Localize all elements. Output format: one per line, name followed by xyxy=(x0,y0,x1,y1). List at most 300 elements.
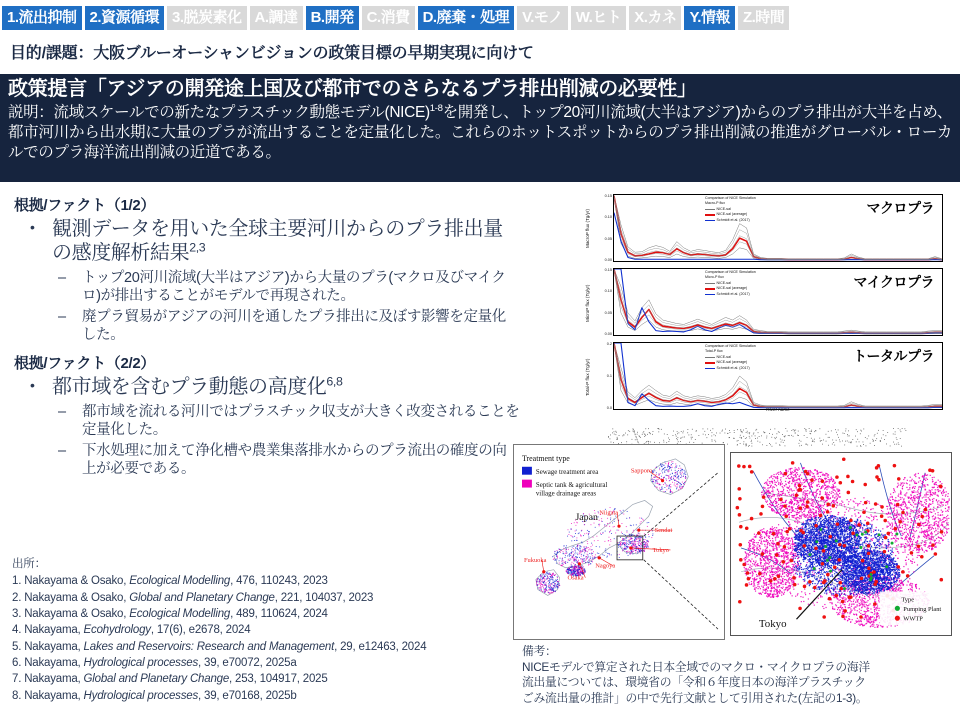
wwtp-marker xyxy=(875,580,879,584)
reference-tail: , 253, 104917, 2025 xyxy=(229,673,328,686)
fact-bullet-2 xyxy=(30,375,520,399)
note-line: ごみ流出量の推計」の中で先行文献として引用された(左記の1-3)。 xyxy=(522,690,868,705)
wwtp-marker xyxy=(826,503,830,507)
chart-y-axis-label: MicroP flux (Tg/yr) xyxy=(585,284,590,322)
legend-line-swatch xyxy=(705,214,715,215)
category-tag-1[interactable]: 1.流出抑制 xyxy=(2,6,82,30)
wwtp-marker xyxy=(826,573,830,577)
wwtp-marker xyxy=(860,577,864,581)
category-tag-5[interactable]: B.開発 xyxy=(306,6,359,30)
wwtp-marker xyxy=(880,505,884,509)
subbullet-marker: – xyxy=(58,269,66,286)
reference-number: 1. xyxy=(12,575,25,588)
legend-entry-label: NICE-sal xyxy=(716,354,731,359)
wwtp-marker xyxy=(833,565,837,569)
reference-tail: , 17(6), e2678, 2024 xyxy=(150,624,251,637)
map-country-label: Japan xyxy=(575,512,598,524)
chart-legend-entry xyxy=(705,218,756,223)
pumping-plant-marker xyxy=(819,528,822,531)
fact-bullet-1 xyxy=(30,217,520,266)
legend-line-swatch xyxy=(705,209,715,210)
wwtp-marker xyxy=(866,522,870,526)
reference-authors: Nakayama, xyxy=(24,689,84,702)
map-legend-label: Sewage treatment area xyxy=(535,469,599,477)
chart-y-ticks xyxy=(597,340,613,414)
plastic-flux-chart-figure xyxy=(585,192,950,414)
tokyo-map-svg xyxy=(731,453,951,635)
legend-entry-label: NICE-sal xyxy=(716,206,731,211)
pumping-plant-marker xyxy=(829,570,832,573)
wwtp-marker xyxy=(837,558,841,562)
reference-journal: Hydrological processes xyxy=(83,656,199,669)
wwtp-marker xyxy=(747,577,751,581)
map-city-label: Nagoya xyxy=(595,562,616,570)
wwtp-marker xyxy=(861,559,865,563)
wwtp-marker xyxy=(859,615,863,619)
reference-item xyxy=(12,622,522,638)
pumping-plant-marker xyxy=(826,559,829,562)
wwtp-marker xyxy=(901,570,905,574)
category-tag-8[interactable]: V.モノ xyxy=(517,6,568,30)
wwtp-marker xyxy=(784,472,788,476)
inset-legend-label: Pumping Plant xyxy=(903,605,942,613)
wwtp-marker xyxy=(920,555,924,559)
wwtp-marker xyxy=(883,519,887,523)
chart-legend-title: Comparison of NICE Simulation xyxy=(705,344,756,348)
wwtp-marker xyxy=(739,543,743,547)
legend-entry-label: NICE-sal (average) xyxy=(716,286,748,291)
wwtp-marker xyxy=(867,552,871,556)
reference-number: 7. xyxy=(12,673,25,686)
legend-entry-label: Schmidt et al. (2017) xyxy=(716,217,750,222)
tokyo-inset-map xyxy=(730,452,952,636)
reference-tail: , 221, 104037, 2023 xyxy=(274,591,374,604)
bullet-marker: • xyxy=(30,219,35,235)
wwtp-marker xyxy=(894,527,898,531)
map-city-label: Niigata xyxy=(599,509,619,517)
wwtp-marker xyxy=(805,505,809,509)
legend-entry-label: NICE-sal (average) xyxy=(716,212,748,217)
wwtp-marker xyxy=(739,525,743,529)
policy-banner xyxy=(0,74,960,182)
fact-subbullet-2-2 xyxy=(58,442,520,478)
wwtp-marker xyxy=(849,595,853,599)
pumping-plant-marker xyxy=(869,578,872,581)
reference-item xyxy=(12,688,522,704)
reference-number: 3. xyxy=(12,607,25,620)
banner-desc-superscript: 1-8 xyxy=(429,102,443,114)
wwtp-marker xyxy=(793,583,797,587)
wwtp-marker xyxy=(822,615,826,619)
wwtp-marker xyxy=(821,562,825,566)
chart-japanese-label: マクロプラ xyxy=(866,200,934,216)
map-city-label: Sapporo xyxy=(630,467,653,475)
wwtp-marker xyxy=(928,468,932,472)
reference-authors: Nakayama, xyxy=(24,640,84,653)
chart-legend xyxy=(705,270,756,297)
wwtp-marker xyxy=(799,529,803,533)
wwtp-marker xyxy=(750,517,754,521)
wwtp-marker xyxy=(785,530,789,534)
wwtp-marker xyxy=(910,551,914,555)
wwtp-marker xyxy=(842,457,846,461)
wwtp-marker xyxy=(819,514,823,518)
wwtp-marker xyxy=(872,570,876,574)
wwtp-marker xyxy=(761,505,765,509)
map-city-label: Osaka xyxy=(567,574,584,582)
category-tag-4[interactable]: A.調達 xyxy=(250,6,303,30)
reference-item xyxy=(12,655,522,671)
fact-subbullet-1-1 xyxy=(58,269,520,305)
wwtp-marker xyxy=(884,536,888,540)
reference-tail: , 39, e70168, 2025b xyxy=(198,689,297,702)
wwtp-marker xyxy=(738,513,742,517)
map-city-label: Tokyo xyxy=(652,546,669,554)
pumping-plant-marker xyxy=(808,553,811,556)
wwtp-marker xyxy=(760,552,764,556)
reference-item xyxy=(12,671,522,687)
reference-number: 4. xyxy=(12,624,25,637)
category-tag-7[interactable]: D.廃棄・処理 xyxy=(418,6,515,30)
wwtp-marker xyxy=(875,466,879,470)
reference-item xyxy=(12,639,522,655)
fact-subbullet-1-2 xyxy=(58,308,520,344)
wwtp-marker xyxy=(737,487,741,491)
map-legend-swatch xyxy=(522,467,532,475)
wwtp-marker xyxy=(795,493,799,497)
fact-bullet-superscript: 2,3 xyxy=(189,240,206,255)
wwtp-marker xyxy=(791,461,795,465)
wwtp-marker xyxy=(836,522,840,526)
chart-y-tick: 0.15 xyxy=(604,194,612,198)
wwtp-marker xyxy=(849,519,853,523)
reference-number: 5. xyxy=(12,640,25,653)
reference-journal: Lakes and Reservoirs: Research and Management xyxy=(83,640,335,653)
chart-panel-3 xyxy=(585,340,950,414)
wwtp-marker xyxy=(893,464,897,468)
reference-journal: Global and Planetary Change xyxy=(83,673,230,686)
reference-tail: , 489, 110624, 2024 xyxy=(230,607,328,620)
legend-line-swatch xyxy=(705,368,715,369)
references-block xyxy=(12,556,522,704)
reference-number: 2. xyxy=(12,591,25,604)
wwtp-marker xyxy=(762,495,766,499)
wwtp-marker xyxy=(783,504,787,508)
note-block xyxy=(522,644,960,706)
legend-entry-label: NICE-sal (average) xyxy=(716,360,748,365)
wwtp-marker xyxy=(901,511,905,515)
category-tag-3[interactable]: 3.脱炭素化 xyxy=(167,6,247,30)
inset-legend-swatch xyxy=(895,606,900,611)
legend-entry-label: Schmidt et al. (2017) xyxy=(716,365,750,370)
wwtp-marker xyxy=(775,553,779,557)
chart-japanese-label: マイクロプラ xyxy=(853,274,934,290)
category-tag-9[interactable]: W.ヒト xyxy=(571,6,627,30)
chart-y-tick: 0.10 xyxy=(604,215,612,220)
references-list xyxy=(12,573,522,704)
pumping-plant-marker xyxy=(891,542,894,545)
reference-tail: , 476, 110243, 2023 xyxy=(230,575,328,588)
wwtp-marker xyxy=(803,585,807,589)
pumping-plant-marker xyxy=(855,534,858,537)
fact-subbullet-text: 都市域を流れる河川ではプラスチック収支が大きく改変されることを定量化した。 xyxy=(82,403,520,438)
wwtp-marker xyxy=(838,543,842,547)
category-tag-6[interactable]: C.消費 xyxy=(362,6,415,30)
legend-line-swatch xyxy=(705,294,715,295)
chart-y-tick: 0.15 xyxy=(604,268,612,272)
note-line: 流出量については、環境省の「令和６年度日本の海洋プラスチック xyxy=(522,675,866,690)
fact-subbullet-2-1 xyxy=(58,403,520,439)
wwtp-marker xyxy=(792,576,796,580)
wwtp-marker xyxy=(813,586,817,590)
wwtp-marker xyxy=(814,524,818,528)
japan-treatment-map-figure xyxy=(513,428,953,644)
bullet-marker: • xyxy=(30,377,35,394)
chart-legend xyxy=(705,196,756,223)
wwtp-marker xyxy=(757,531,761,535)
wwtp-marker xyxy=(804,470,808,474)
wwtp-marker xyxy=(781,560,785,564)
map-city-label: Fukuoka xyxy=(523,556,547,564)
wwtp-marker xyxy=(839,587,843,591)
wwtp-marker xyxy=(883,550,887,554)
legend-line-swatch xyxy=(705,362,715,363)
wwtp-marker xyxy=(788,527,792,531)
wwtp-marker xyxy=(934,552,938,556)
chart-legend-subtitle: Micro-P flux xyxy=(705,275,724,280)
wwtp-marker xyxy=(843,544,847,548)
wwtp-marker xyxy=(863,483,867,487)
pumping-plant-marker xyxy=(895,533,898,536)
reference-item xyxy=(12,606,522,622)
wwtp-marker xyxy=(779,498,783,502)
note-label: 備考： xyxy=(522,644,557,658)
category-tag-11[interactable]: Y.情報 xyxy=(684,6,735,30)
reference-authors: Nakayama & Osako, xyxy=(24,575,130,588)
wwtp-marker xyxy=(896,565,900,569)
wwtp-marker xyxy=(835,475,839,479)
inset-legend-swatch xyxy=(895,616,900,621)
wwtp-marker xyxy=(759,512,763,516)
chart-y-ticks xyxy=(597,266,613,340)
wwtp-marker xyxy=(797,488,801,492)
wwtp-marker xyxy=(826,510,830,514)
wwtp-marker xyxy=(906,574,910,578)
chart-y-tick: 0.0 xyxy=(606,406,612,410)
chart-panel-1 xyxy=(585,192,950,266)
note-line: NICEモデルで算定された日本全域でのマクロ・マイクロプラの海洋 xyxy=(522,659,870,674)
pumping-plant-marker xyxy=(869,573,872,576)
wwtp-marker xyxy=(917,523,921,527)
reference-journal: Hydrological processes xyxy=(83,689,199,702)
wwtp-marker xyxy=(873,602,877,606)
wwtp-marker xyxy=(748,465,752,469)
wwtp-marker xyxy=(880,514,884,518)
wwtp-marker xyxy=(897,477,901,481)
wwtp-marker xyxy=(862,510,866,514)
wwtp-marker xyxy=(814,546,818,550)
category-tag-2[interactable]: 2.資源循環 xyxy=(85,6,165,30)
inset-legend-label: WWTP xyxy=(903,615,923,623)
fact-bullet-superscript: 6,8 xyxy=(326,374,343,389)
map-legend-title: Treatment type xyxy=(522,453,570,463)
map-inset-label: Tokyo xyxy=(758,618,787,631)
wwtp-marker xyxy=(841,600,845,604)
chart-legend-subtitle: Macro-P flux xyxy=(705,201,726,206)
wwtp-marker xyxy=(776,542,780,546)
chart-y-tick: 0.00 xyxy=(604,332,612,336)
wwtp-marker xyxy=(737,464,741,468)
wwtp-marker xyxy=(790,559,794,563)
wwtp-marker xyxy=(829,535,833,539)
fact-bullet-main: 観測データを用いた全球主要河川からのプラ排出量の感度解析結果 xyxy=(52,218,503,265)
reference-journal: Ecohydrology xyxy=(83,624,151,637)
wwtp-marker xyxy=(851,532,855,536)
wwtp-marker xyxy=(940,578,944,582)
reference-authors: Nakayama, xyxy=(24,656,84,669)
wwtp-marker xyxy=(798,607,802,611)
wwtp-marker xyxy=(745,583,749,587)
wwtp-marker xyxy=(920,515,924,519)
pumping-plant-marker xyxy=(861,533,864,536)
legend-entry-label: Schmidt et al. (2017) xyxy=(716,291,750,296)
pumping-plant-marker xyxy=(828,556,831,559)
japan-map-svg xyxy=(514,445,724,639)
wwtp-marker xyxy=(750,470,754,474)
wwtp-marker xyxy=(769,579,773,583)
wwtp-marker xyxy=(851,480,855,484)
banner-desc-prefix: 説明：流域スケールでの新たなプラスチック動態モデル(NICE) xyxy=(8,104,430,121)
chart-legend-title: Comparison of NICE Simulation xyxy=(705,270,756,274)
japan-overview-map xyxy=(513,444,725,640)
fact-heading-1: 根拠/ファクト（1/2） xyxy=(14,197,156,214)
chart-legend-entry xyxy=(705,292,756,297)
wwtp-marker xyxy=(839,481,843,485)
wwtp-marker xyxy=(773,577,777,581)
inset-legend-title: Type xyxy=(901,596,915,604)
wwtp-marker xyxy=(758,572,762,576)
wwtp-marker xyxy=(832,504,836,508)
legend-line-swatch xyxy=(705,288,715,289)
wwtp-marker xyxy=(940,530,944,534)
reference-tail: , 39, e70072, 2025a xyxy=(198,656,297,669)
chart-legend xyxy=(705,344,756,371)
fact-bullet-text xyxy=(52,217,520,266)
chart-y-axis-label: Total-P flux (Tg/yr) xyxy=(585,358,590,396)
pumping-plant-marker xyxy=(813,567,816,570)
category-tag-10[interactable]: X.カネ xyxy=(629,6,681,30)
pumping-plant-marker xyxy=(878,533,881,536)
pumping-plant-marker xyxy=(859,546,862,549)
reference-journal: Ecological Modelling xyxy=(129,575,231,588)
legend-line-swatch xyxy=(705,357,715,358)
policy-banner-description xyxy=(8,103,952,163)
wwtp-marker xyxy=(896,503,900,507)
fact-bullet-main: 都市域を含むプラ動態の高度化 xyxy=(52,376,327,399)
chart-legend-entry xyxy=(705,366,756,371)
fact-heading-2: 根拠/ファクト（2/2） xyxy=(14,355,156,373)
wwtp-marker xyxy=(822,581,826,585)
wwtp-marker xyxy=(738,497,742,501)
wwtp-marker xyxy=(803,544,807,548)
reference-journal: Ecological Modelling xyxy=(129,607,231,620)
chart-y-tick: 0.2 xyxy=(606,342,612,346)
chart-legend-subtitle: Total-P flux xyxy=(705,349,723,354)
wwtp-marker xyxy=(742,563,746,567)
map-legend-label: Septic tank & agricultural xyxy=(535,482,608,490)
reference-authors: Nakayama, xyxy=(24,624,84,637)
wwtp-marker xyxy=(867,544,871,548)
pumping-plant-marker xyxy=(824,545,827,548)
subbullet-marker: – xyxy=(58,309,66,326)
wwtp-marker xyxy=(867,567,871,571)
map-city-label: Sendai xyxy=(654,527,673,535)
wwtp-marker xyxy=(931,543,935,547)
pumping-plant-marker xyxy=(885,565,888,568)
wwtp-marker xyxy=(783,545,787,549)
pumping-plant-marker xyxy=(835,539,838,542)
wwtp-marker xyxy=(898,520,902,524)
fact-bullet-text xyxy=(52,375,520,399)
reference-number: 6. xyxy=(12,656,25,669)
purpose-line: 目的/課題：大阪ブルーオーシャンビジョンの政策目標の早期実現に向けて xyxy=(10,45,534,62)
wwtp-marker xyxy=(746,571,750,575)
wwtp-marker xyxy=(772,532,776,536)
chart-y-tick: 0.05 xyxy=(604,310,612,315)
wwtp-marker xyxy=(834,594,838,598)
chart-y-tick: 0.10 xyxy=(604,289,612,294)
banner-desc-rest: を開発し、トップ20河川流域(大半はアジア)からのプラ排出が大半を占め、都市河川から出水期に大量のプラが流出することを定量化した。これらのホットスポットからのプラ排出削減の推進がグローバル・ローカルでのプラ海洋流出削減の近道である。 xyxy=(8,104,952,162)
wwtp-marker xyxy=(822,549,826,553)
wwtp-marker xyxy=(857,523,861,527)
wwtp-marker xyxy=(784,515,788,519)
wwtp-marker xyxy=(847,491,851,495)
category-tag-row xyxy=(0,4,960,31)
wwtp-marker xyxy=(839,581,843,585)
legend-entry-label: NICE-sal xyxy=(716,280,731,285)
reference-item xyxy=(12,590,522,606)
wwtp-marker xyxy=(738,600,742,604)
wwtp-marker xyxy=(917,544,921,548)
chart-y-tick: 0.1 xyxy=(606,374,612,378)
reference-authors: Nakayama & Osako, xyxy=(24,591,130,604)
chart-y-ticks xyxy=(597,192,613,266)
map-legend-swatch xyxy=(522,480,532,488)
category-tag-12[interactable]: Z.時間 xyxy=(738,6,789,30)
wwtp-marker xyxy=(808,580,812,584)
legend-line-swatch xyxy=(705,283,715,284)
chart-legend-title: Comparison of NICE Simulation xyxy=(705,196,756,200)
pumping-plant-marker xyxy=(849,526,852,529)
wwtp-marker xyxy=(739,558,743,562)
wwtp-marker xyxy=(798,484,802,488)
wwtp-marker xyxy=(821,480,825,484)
wwtp-marker xyxy=(806,500,810,504)
wwtp-marker xyxy=(745,526,749,530)
reference-authors: Nakayama, xyxy=(24,673,84,686)
legend-line-swatch xyxy=(705,220,715,221)
chart-y-tick: 0.05 xyxy=(604,236,612,241)
wwtp-marker xyxy=(736,506,740,510)
wwtp-marker xyxy=(841,615,845,619)
subbullet-marker: – xyxy=(58,403,66,420)
reference-number: 8. xyxy=(12,689,25,702)
wwtp-marker xyxy=(939,485,943,489)
reference-journal: Global and Planetary Change xyxy=(129,591,275,604)
wwtp-marker xyxy=(843,609,847,613)
reference-authors: Nakayama & Osako, xyxy=(24,607,130,620)
chart-y-tick: 0.00 xyxy=(604,258,612,262)
